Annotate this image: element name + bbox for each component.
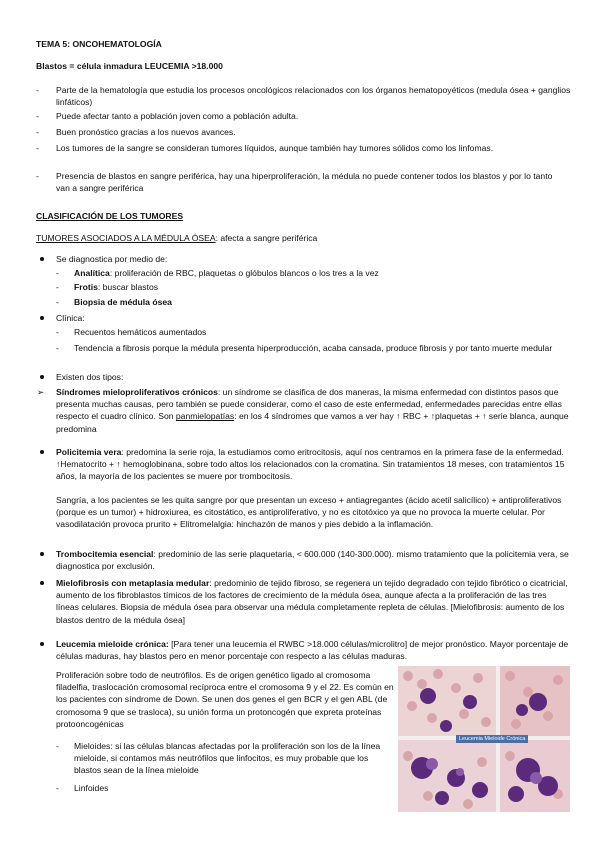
doc-title: TEMA 5: ONCOHEMATOLOGÍA	[36, 39, 162, 49]
lmc-sub-item: Mieloides: si las células blancas afectadas por la proliferación son los de la línea mieloide, si contamos más neutrófilos que linfocitos, es muy probable que los blastos sean de la línea mieloide	[74, 741, 381, 776]
document-page: TEMA 5: ONCOHEMATOLOGÍA Blastos = célula inmadura LEUCEMIA >18.000 - Parte de la hematología que estudia los procesos oncológicos relacionados con los órganos hematopoyéticos (medula ósea + ganglios linfáticos) - Puede afectar tanto a población joven como a población adulta. - Buen pronóstico gracias a los nuevos avances. - Los tumores de la sangre se consideran tumores líquidos, aunque también hay tumores sólidos como los linfomas. - Presencia de blastos en sangre periférica, hay una hiperproliferación, la médula no puede contener todos los blastos y por lo tanto van a sangre periférica CLASIFICACIÓN DE LOS TUMORES TUMORES ASOCIADOS A LA MÉDULA ÓSEA: afecta a sangre periférica Se diagnostica por medio de: - Analítica: proliferación de RBC, plaquetas o glóbulos blancos o los tres a la vez - Frotis: buscar blastos - Biopsia de médula ósea Clínica: - Recuentos hemáticos aumentados - Tendencia a fibrosis porque la médula presenta hiperproducción, acaba cansada, produce fibrosis y por tanto muerte medular Existen dos tipos: ➢ Síndromes mieloproliferativos crónicos: un síndrome se clasifica de dos maneras, la misma enfermedad con distintos pasos que presenta muchas causas, pero también se puede considerar, como el caso de este enfermedad, enfermedades parecidas entre ellas respecto el cuadro clínico. Son panmielopatías: en los 4 síndromes que vamos a ver hay ↑ RBC + ↑plaquetas + ↑ serie blanca, aunque predomina Policitemia vera: predomina la serie roja, la estudiamos como eritrocitosis, aquí nos centramos en la primera fase de la enfermedad. ↑Hematocrito + ↑ hemoglobinana, sobre todo altos los relacionados con la cromatina. Sin tratamientos 18 meses, con tratamientos 15 años, la mayoría de los pacientes se muere por trombocitosis. Sangría, a los pacientes se les quita sangre por que presentan un exceso + antiagregantes (ácido acetil salicílico) + antiproliferativos (porque es un tumor) + hidroxiurea, es citostático, es antiproliferativo, y no es citotóxico ya que no provoca la muerte celular. Por vasodilatación provoca prurito + Elitromelalgia: hinchazón de manos y pies debido a la inflamación. Trombocitemia esencial: predominio de las serie plaquetaria, < 600.000 (140-300.000). mismo tratamiento que la policitemia vera, se diagnostica por exclusión. Mielofibrosis con metaplasia medular: predominio de tejido fibroso, se regenera un tejido degradado con tejido fibrótico o cicatricial, aumento de los fibroblastos tímicos de los factores de crecimiento de la médula ósea, aunque afecta a la proliferación de las tres líneas celulares. Biopsia de médula ósea para observar una médula completamente repleta de células. [Mielofibrosis: aumento de los blastos dentro de la médula ósea] Leucemia mieloide crónica: [Para tener una leucemia el RWBC >18.000 células/microlitro] de mejor pronóstico. Mayor porcentaje de células maduras, hay blastos pero en menor porcentaje con respecto a las células maduras. Proliferación sobre todo de neutrófilos. Es de origen genético ligado al cromosoma filadelfia, traslocación cromosomal recíproca entre el cromosoma 9 y el 22. Es común en los pacientes con síndrome de Down. Se unen dos genes el gen BCR y el gen ABL (de cromosoma 9 que se trasloca), su unión forma un protoncogén que expreta proteínas protooncogénicas - Mieloides: si las células blancas afectadas por la proliferación son los de la línea mieloide, si contamos más neutrófilos que linfocitos, es muy probable que los blastos sean de la línea mieloide - Linfoides Leucemia Mieloide Crónica	[0, 0, 599, 848]
mielofibrosis-paragraph: Mielofibrosis con metaplasia medular: predominio de tejido fibroso, se regenera un tejido degradado con tejido fibrótico o cicatricial, aumento de los fibroblastos tímicos de los factores de crecimiento de la médula ósea, aunque afecta a la proliferación de las tres líneas celulares. Biopsia de médula ósea para observar una médula completamente repleta de células. [Mielofibrosis: aumento de los blastos dentro de la médula ósea]	[56, 578, 568, 625]
diagnosis-item: Frotis: buscar blastos	[74, 282, 159, 292]
trombocitemia-paragraph: Trombocitemia esencial: predominio de las serie plaquetaria, < 600.000 (140-300.000). mismo tratamiento que la policitemia vera, se diagnostica por exclusión.	[56, 549, 569, 572]
smp-paragraph: Síndromes mieloproliferativos crónicos: un síndrome se clasifica de dos maneras, la misma enfermedad con distintos pasos que presenta muchas causas, pero también se puede considerar, como el caso de este enfermedad, enfermedades parecidas entre ellas respecto el cuadro clínico. Son panmielopatías: en los 4 síndromes que vamos a ver hay ↑ RBC + ↑plaquetas + ↑ serie blanca, aunque predomina	[56, 387, 569, 434]
microscopy-image	[398, 666, 570, 812]
clinica-item: Recuentos hemáticos aumentados	[74, 327, 207, 337]
diagnosis-label: Se diagnostica por medio de:	[56, 254, 168, 264]
policitemia-treatment: Sangría, a los pacientes se les quita sangre por que presentan un exceso + antiagregantes (ácido acetil salicílico) + antiproliferativos (porque es un tumor) + hidroxiurea, es citostático, es antiproliferativo, y no es citotóxico ya que no provoca la muerte celular. Por vasodilatación provoca prurito + Elitromelalgia: hinchazón de manos y pies debido a la inflamación.	[56, 495, 562, 530]
intro-item: Presencia de blastos en sangre periférica, hay una hiperproliferación, la médula no puede contener todos los blastos y por lo tanto van a sangre periférica	[56, 171, 553, 194]
clinica-item: Tendencia a fibrosis porque la médula presenta hiperproducción, acaba cansada, produce fibrosis y por tanto muerte medular	[74, 343, 553, 353]
clinica-label: Clínica:	[56, 313, 85, 323]
lmc-sub-item: Linfoides	[74, 783, 109, 793]
tipos-label: Existen dos tipos:	[56, 372, 124, 382]
diagnosis-item: Biopsia de médula ósea	[74, 297, 172, 307]
intro-item: Parte de la hematología que estudia los procesos oncológicos relacionados con los órganos hematopoyéticos (medula ósea + ganglios linfáticos)	[56, 85, 571, 108]
lmc-paragraph: Leucemia mieloide crónica: [Para tener una leucemia el RWBC >18.000 células/microlitro] de mejor pronóstico. Mayor porcentaje de células maduras, hay blastos pero en menor porcentaje con respecto a las células maduras.	[56, 639, 569, 662]
section-heading: CLASIFICACIÓN DE LOS TUMORES	[36, 211, 184, 221]
intro-item: Los tumores de la sangre se consideran tumores líquidos, aunque también hay tumores sólidos como los linfomas.	[56, 143, 494, 153]
subsection-heading: TUMORES ASOCIADOS A LA MÉDULA ÓSEA: afecta a sangre periférica	[36, 233, 318, 243]
lmc-paragraph-b: Proliferación sobre todo de neutrófilos. Es de origen genético ligado al cromosoma filadelfia, traslocación cromosomal recíproca entre el cromosoma 9 y el 22. Es común en los pacientes con síndrome de Down. Se unen dos genes el gen BCR y el gen ABL (de cromosoma 9 que se trasloca), su unión forma un protoncogén que expreta proteínas protooncogénicas	[56, 670, 394, 729]
intro-item: Buen pronóstico gracias a los nuevos avances.	[56, 127, 236, 137]
doc-subtitle: Blastos = célula inmadura LEUCEMIA >18.000	[36, 61, 223, 71]
image-caption: Leucemia Mieloide Crónica	[456, 735, 528, 743]
diagnosis-item: Analítica: proliferación de RBC, plaquetas o glóbulos blancos o los tres a la vez	[74, 268, 379, 278]
policitemia-paragraph: Policitemia vera: predomina la serie roja, la estudiamos como eritrocitosis, aquí nos centramos en la primera fase de la enfermedad. ↑Hematocrito + ↑ hemoglobinana, sobre todo altos los relacionados con la cromatina. Sin tratamientos 18 meses, con tratamientos 15 años, la mayoría de los pacientes se muere por trombocitosis.	[56, 447, 565, 482]
intro-item: Puede afectar tanto a población joven como a población adulta.	[56, 111, 299, 121]
